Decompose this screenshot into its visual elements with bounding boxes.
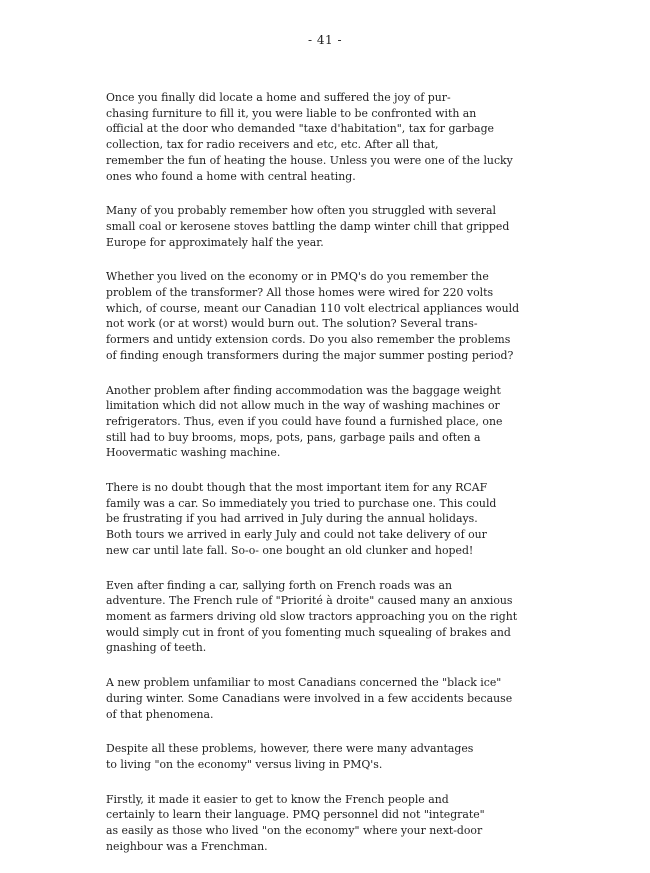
paragraph-car: There is no doubt though that the most important item for any RCAF family was a car. So immediately you tried to purchase one. This could be frustrating if you had arrived in July during the annual holidays. Both tours we arrived in early July and could not take delivery of our new car until late fall. So-o- one bought an old clunker and hoped! bbox=[106, 481, 497, 557]
paragraph-black-ice: A new problem unfamiliar to most Canadians concerned the "black ice" during winter. Some Canadians were involved in a few accidents because of that phenomena. bbox=[106, 676, 513, 721]
paragraph-stoves: Many of you probably remember how often you struggled with several small coal or kerosene stoves battling the damp winter chill that gripped Europe for approximately half the year. bbox=[106, 204, 510, 249]
page-number: - 41 - bbox=[307, 33, 342, 47]
body-text bbox=[106, 90, 576, 873]
paragraph-baggage: Another problem after finding accommodation was the baggage weight limitation which did not allow much in the way of washing machines or refrigerators. Thus, even if you could have found a furnished place, one still had to buy brooms, mops, pots, pans, garbage pails and often a Hoovermatic washing machine. bbox=[106, 383, 503, 460]
paragraph-french-people: Firstly, it made it easier to get to know the French people and certainly to learn their language. PMQ personnel did not "integrate" as easily as those who lived "on the economy" where your next-door neighbour was a Frenchman. bbox=[106, 792, 485, 853]
paragraph-french-roads: Even after finding a car, sallying forth on French roads was an adventure. The French rule of "Priorité à droite" caused many an anxious moment as farmers driving old slow tractors approaching you on the right would simply cut in front of you fomenting much squealing of brakes and gnashing of teeth. bbox=[106, 578, 518, 655]
paragraph-transformer: Whether you lived on the economy or in PMQ's do you remember the problem of the transformer? All those homes were wired for 220 volts which, of course, meant our Canadian 110 volt electrical appliances would not work (or at worst) would burn out. The solution? Several trans- formers and untidy extension cords. Do you also remember the problems of finding enough transformers during the major summer posting period? bbox=[106, 270, 520, 362]
paragraph-finding-home: Once you finally did locate a home and suffered the joy of pur- chasing furniture to fill it, you were liable to be confronted with an official at the door who demanded "taxe d'habitation", tax for garbage collection, tax for radio receivers and etc, etc. After all that, remember the fun of heating the house. Unless you were one of the lucky ones who found a home with central heating. bbox=[106, 91, 513, 183]
paragraph-advantages: Despite all these problems, however, there were many advantages to living "on the economy" versus living in PMQ's. bbox=[106, 742, 474, 771]
